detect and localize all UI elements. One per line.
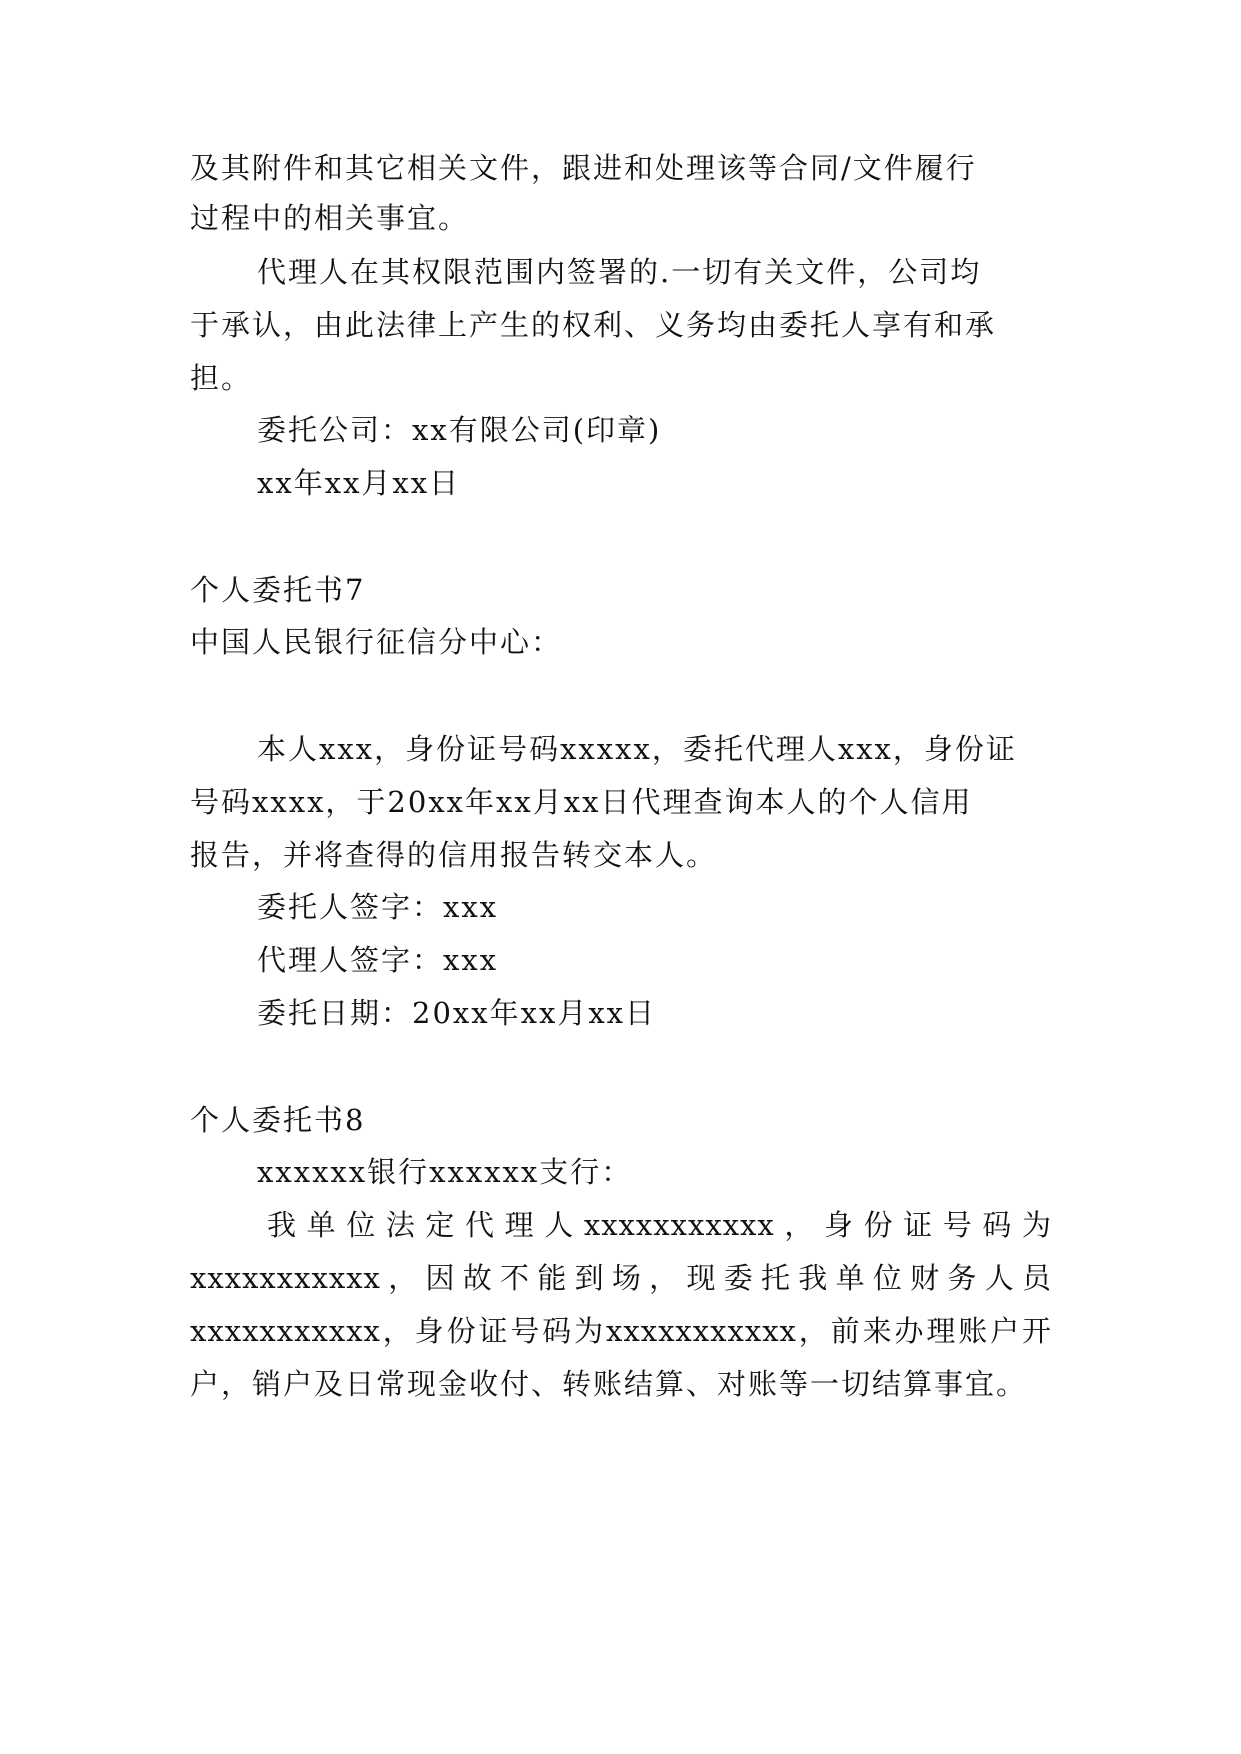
- company-signature: 委托公司：xx有限公司(印章): [257, 413, 662, 447]
- commission-date: 委托日期：20xx年xx月xx日: [257, 996, 657, 1030]
- section-heading: 个人委托书8: [190, 1103, 366, 1137]
- section-heading: 个人委托书7: [190, 573, 366, 607]
- paragraph-line: 及其附件和其它相关文件，跟进和处理该等合同/文件履行: [190, 151, 977, 185]
- agent-signature: 代理人签字：xxx: [257, 943, 499, 977]
- paragraph-line: xxxxxxxxxxx，身份证号码为xxxxxxxxxxx，前来办理账户开: [190, 1314, 1052, 1348]
- paragraph-line: 于承认，由此法律上产生的权利、义务均由委托人享有和承: [190, 308, 997, 342]
- paragraph-line: 我单位法定代理人xxxxxxxxxxx，身份证号码为: [267, 1208, 1052, 1242]
- paragraph-line: 本人xxx，身份证号码xxxxx，委托代理人xxx，身份证: [257, 732, 1017, 766]
- paragraph-line: 过程中的相关事宜。: [190, 201, 470, 235]
- paragraph-line: 户，销户及日常现金收付、转账结算、对账等一切结算事宜。: [190, 1367, 1028, 1401]
- paragraph-line: 代理人在其权限范围内签署的.一切有关文件，公司均: [257, 255, 982, 289]
- client-signature: 委托人签字：xxx: [257, 890, 499, 924]
- addressee: xxxxxx银行xxxxxx支行：: [257, 1155, 633, 1189]
- addressee: 中国人民银行征信分中心：: [190, 625, 563, 659]
- paragraph-line: 报告，并将查得的信用报告转交本人。: [190, 838, 718, 872]
- paragraph-line: 号码xxxx，于20xx年xx月xx日代理查询本人的个人信用: [190, 785, 973, 819]
- paragraph-line: 担。: [190, 361, 253, 395]
- paragraph-line: xxxxxxxxxxx，因故不能到场，现委托我单位财务人员: [190, 1261, 1052, 1295]
- signature-date: xx年xx月xx日: [257, 466, 461, 500]
